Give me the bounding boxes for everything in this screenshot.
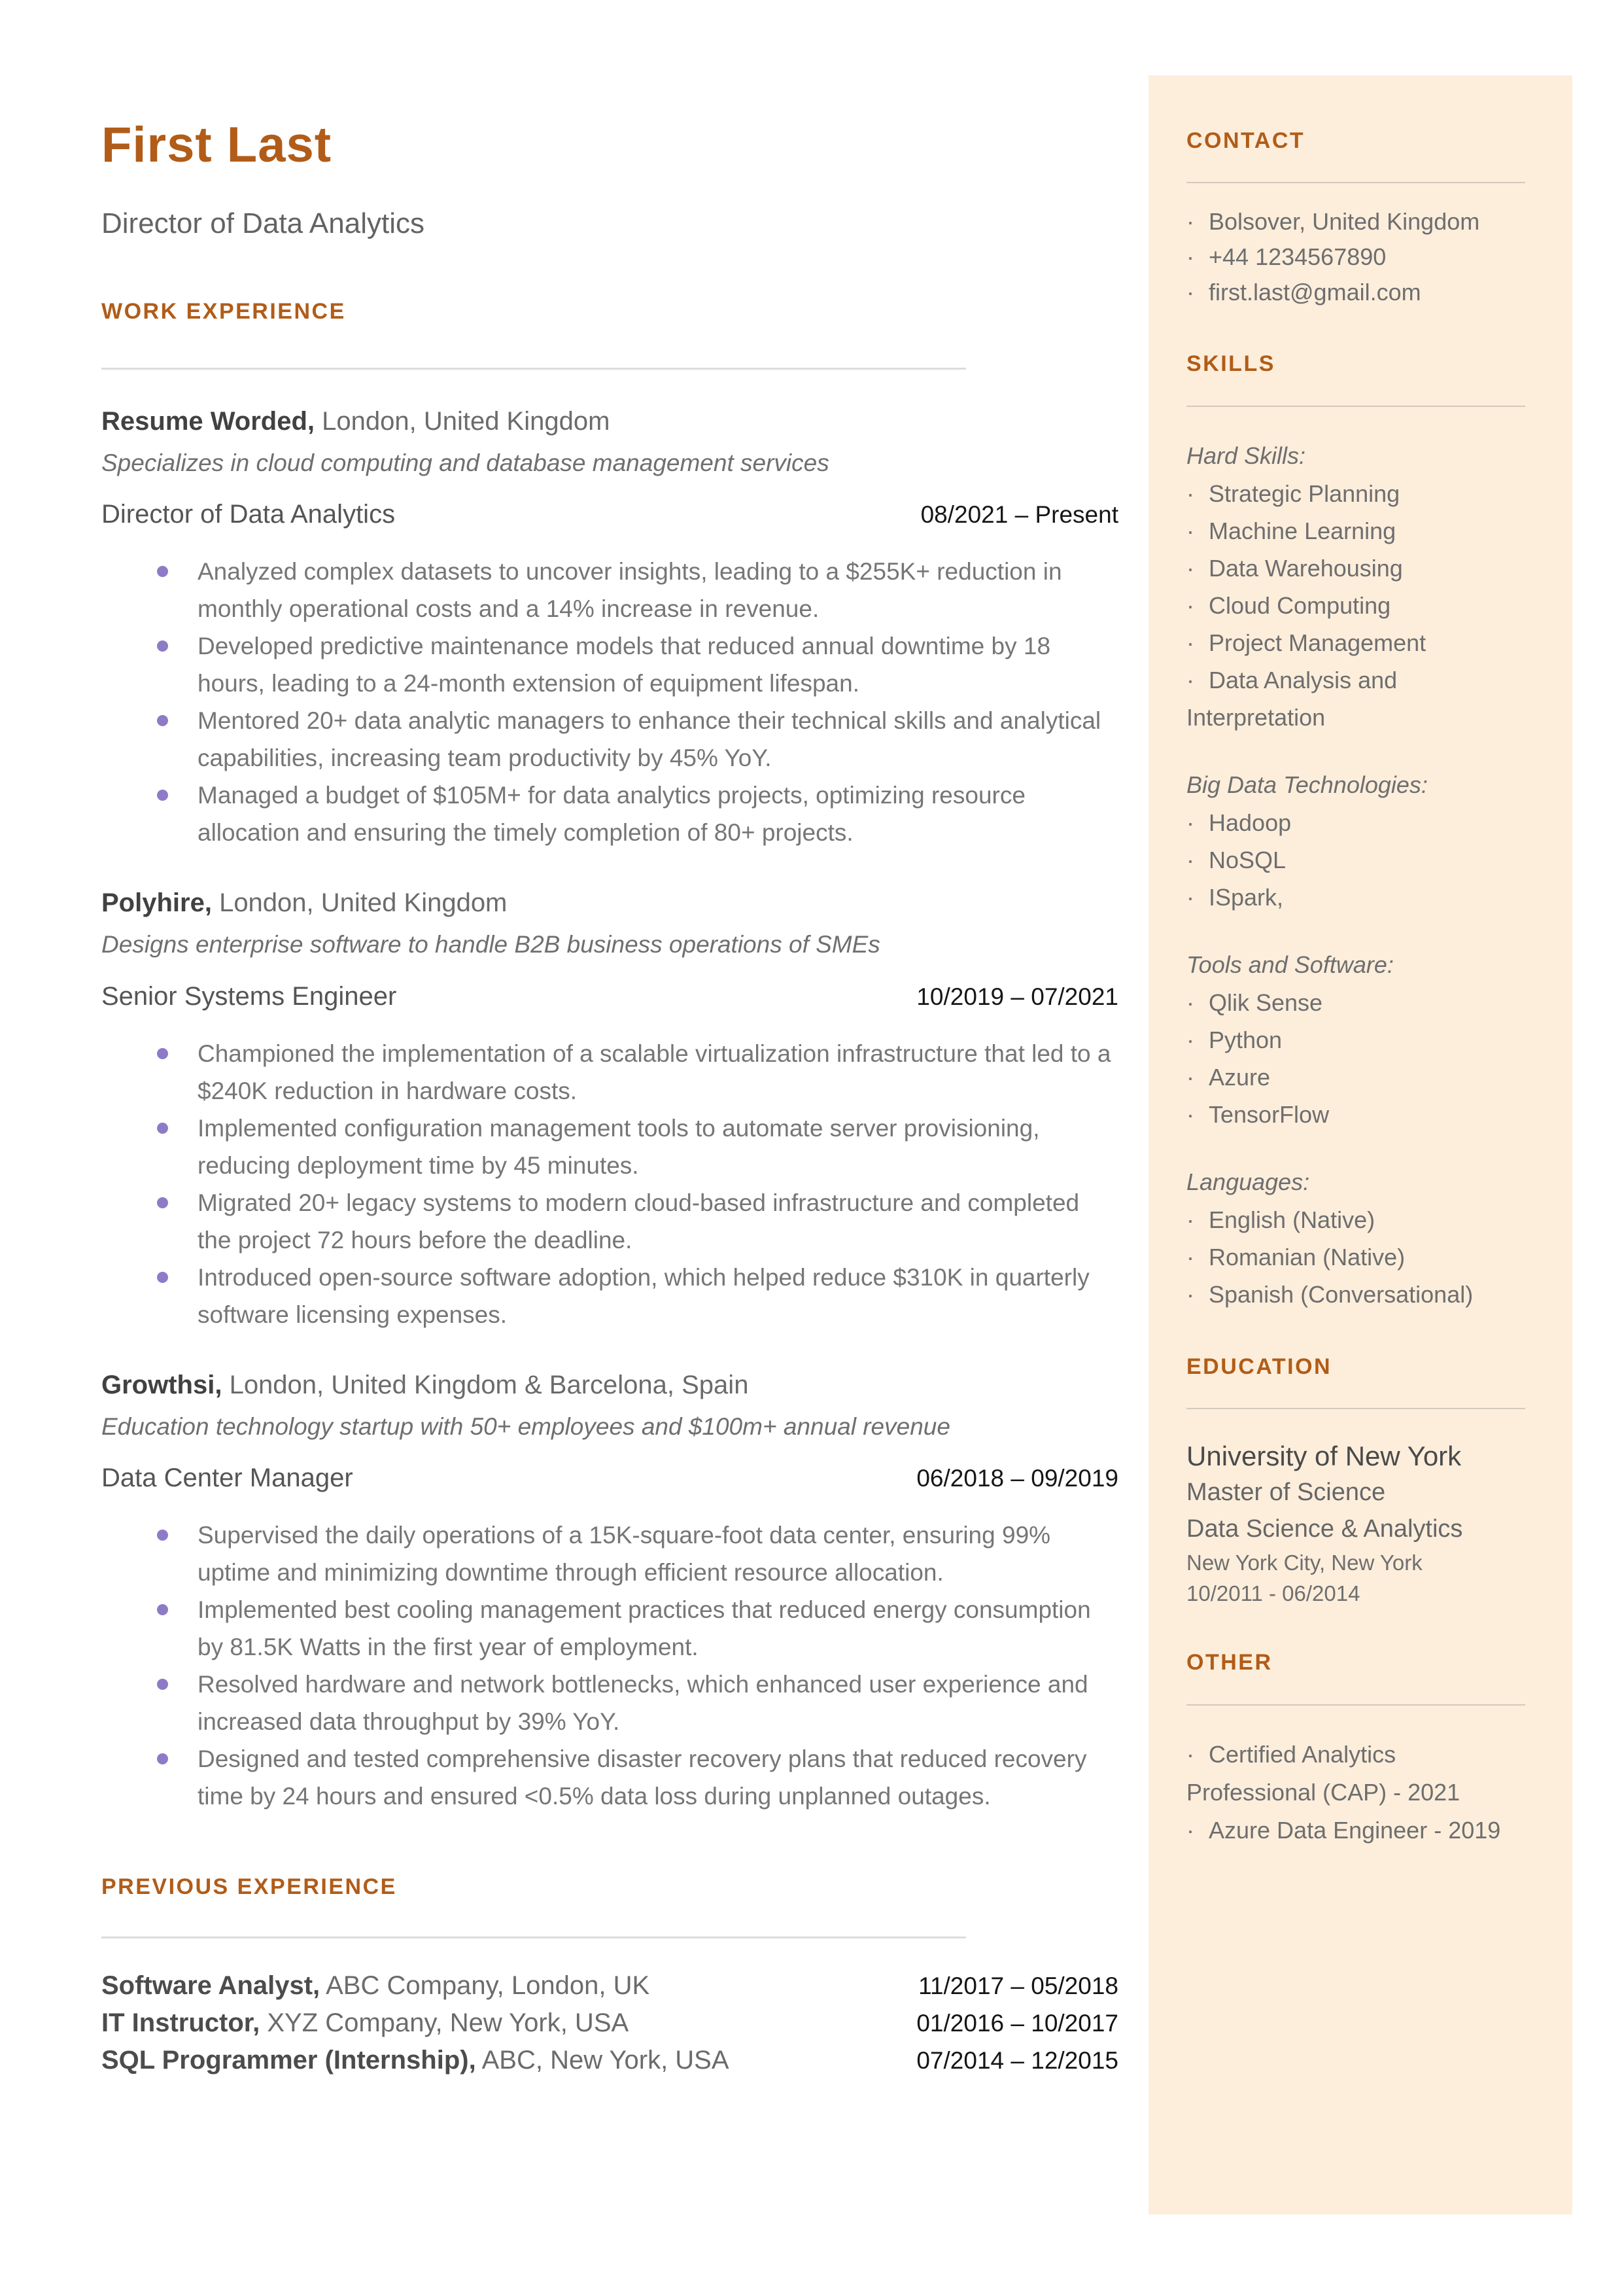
person-name: First Last bbox=[101, 117, 332, 173]
job-title-row bbox=[101, 1463, 1118, 1493]
sidebar-divider bbox=[1186, 1704, 1525, 1706]
skill-group-label: Big Data Technologies: bbox=[1186, 771, 1428, 798]
job-title-row bbox=[101, 981, 1118, 1011]
job-title: Director of Data Analytics bbox=[101, 500, 396, 529]
skill-group-tools bbox=[1186, 946, 1525, 1133]
language-item: · Romanian (Native) bbox=[1186, 1238, 1525, 1276]
person-job-title: Director of Data Analytics bbox=[101, 207, 424, 239]
education-field: Data Science & Analytics bbox=[1186, 1515, 1463, 1543]
company-location: London, United Kingdom bbox=[315, 406, 610, 436]
work-experience-heading: WORK EXPERIENCE bbox=[101, 299, 346, 324]
job-entry bbox=[101, 1370, 1118, 1815]
skill-item: · Machine Learning bbox=[1186, 512, 1525, 550]
skills-body bbox=[1186, 437, 1525, 1313]
job-bullet: Mentored 20+ data analytic managers to enhance their technical skills and analytical capabilities, increasing team productivity by 45% YoY. bbox=[198, 702, 1113, 777]
company-summary: Education technology startup with 50+ employees and $100m+ annual revenue bbox=[101, 1412, 950, 1440]
previous-job-row bbox=[101, 1972, 1118, 1999]
previous-job-dates: 07/2014 – 12/2015 bbox=[916, 2046, 1118, 2074]
job-bullet: Migrated 20+ legacy systems to modern cloud-based infrastructure and completed the project 72 hours before the deadline. bbox=[198, 1184, 1113, 1259]
company-name: Resume Worded, bbox=[101, 406, 315, 436]
previous-job-company: XYZ Company, New York, USA bbox=[260, 2008, 629, 2037]
education-heading: EDUCATION bbox=[1186, 1354, 1332, 1379]
job-title: Senior Systems Engineer bbox=[101, 981, 397, 1011]
education-degree: Master of Science bbox=[1186, 1479, 1386, 1507]
previous-job-role: SQL Programmer (Internship), bbox=[101, 2045, 476, 2075]
job-title: Data Center Manager bbox=[101, 1463, 353, 1493]
skill-item: · NoSQL bbox=[1186, 841, 1525, 879]
certification-item: · Certified Analytics Professional (CAP) - 2021 bbox=[1186, 1736, 1525, 1812]
company-location: London, United Kingdom bbox=[211, 888, 508, 918]
job-bullet: Resolved hardware and network bottlenecks, which enhanced user experience and increased data throughput by 39% YoY. bbox=[198, 1666, 1113, 1740]
contact-phone: · +44 1234567890 bbox=[1186, 239, 1525, 275]
skill-item: · Project Management bbox=[1186, 624, 1525, 661]
skill-item: · Qlik Sense bbox=[1186, 984, 1525, 1021]
skill-item: · Azure bbox=[1186, 1059, 1525, 1096]
job-entry bbox=[101, 406, 1118, 852]
education-dates: 10/2011 - 06/2014 bbox=[1186, 1581, 1360, 1606]
job-bullet: Implemented configuration management tools to automate server provisioning, reducing deployment time by 45 minutes. bbox=[198, 1110, 1113, 1184]
job-bullet-list bbox=[198, 553, 1113, 851]
previous-job-role: Software Analyst, bbox=[101, 1971, 320, 2000]
job-bullet: Championed the implementation of a scalable virtualization infrastructure that led to a $240K reduction in hardware costs. bbox=[198, 1035, 1113, 1110]
previous-job bbox=[101, 1972, 649, 1999]
job-dates: 06/2018 – 09/2019 bbox=[916, 1465, 1118, 1492]
company-name: Polyhire, bbox=[101, 888, 212, 918]
contact-email: · first.last@gmail.com bbox=[1186, 275, 1525, 310]
company-name: Growthsi, bbox=[101, 1370, 222, 1399]
company-summary: Designs enterprise software to handle B2B business operations of SMEs bbox=[101, 931, 880, 958]
sidebar-divider bbox=[1186, 1408, 1525, 1409]
skill-group-hard-skills bbox=[1186, 437, 1525, 736]
job-dates: 08/2021 – Present bbox=[920, 501, 1118, 529]
skills-heading: SKILLS bbox=[1186, 351, 1275, 377]
previous-job bbox=[101, 2047, 729, 2074]
company-line bbox=[101, 888, 1118, 918]
skill-item: · Strategic Planning bbox=[1186, 475, 1525, 512]
previous-experience-list bbox=[101, 1972, 1118, 2074]
main-column bbox=[101, 0, 1118, 2074]
job-bullet: Analyzed complex datasets to uncover insights, leading to a $255K+ reduction in monthly operational costs and a 14% increase in revenue. bbox=[198, 553, 1113, 627]
education-location: New York City, New York bbox=[1186, 1550, 1423, 1575]
language-item: · Spanish (Conversational) bbox=[1186, 1276, 1525, 1313]
skill-item: · ISpark, bbox=[1186, 879, 1525, 916]
education-entry bbox=[1186, 1438, 1525, 1609]
contact-heading: CONTACT bbox=[1186, 128, 1305, 153]
company-location: London, United Kingdom & Barcelona, Spain bbox=[222, 1370, 749, 1399]
contact-location: · Bolsover, United Kingdom bbox=[1186, 204, 1525, 239]
sidebar-divider bbox=[1186, 406, 1525, 407]
previous-job bbox=[101, 2010, 629, 2037]
skill-group-label: Tools and Software: bbox=[1186, 951, 1394, 978]
job-bullet: Designed and tested comprehensive disaster recovery plans that reduced recovery time by 24 hours and ensured <0.5% data loss during unplanned outages. bbox=[198, 1740, 1113, 1815]
previous-job-role: IT Instructor, bbox=[101, 2008, 260, 2037]
skill-group-label: Hard Skills: bbox=[1186, 442, 1306, 469]
skill-item: · Cloud Computing bbox=[1186, 587, 1525, 624]
previous-experience-heading: PREVIOUS EXPERIENCE bbox=[101, 1874, 397, 1900]
skill-item: · Data Analysis and Interpretation bbox=[1186, 661, 1525, 736]
skill-group-big-data bbox=[1186, 766, 1525, 916]
skill-group-label: Languages: bbox=[1186, 1168, 1310, 1195]
section-divider bbox=[101, 368, 966, 370]
job-bullet: Developed predictive maintenance models that reduced annual downtime by 18 hours, leading to a 24-month extension of equipment lifespan. bbox=[198, 627, 1113, 702]
job-entry bbox=[101, 888, 1118, 1333]
education-school: University of New York bbox=[1186, 1441, 1462, 1472]
previous-job-dates: 01/2016 – 10/2017 bbox=[916, 2009, 1118, 2037]
company-line bbox=[101, 1370, 1118, 1400]
company-line bbox=[101, 406, 1118, 436]
skill-item: · Python bbox=[1186, 1021, 1525, 1059]
certification-item: · Azure Data Engineer - 2019 bbox=[1186, 1812, 1525, 1849]
other-list bbox=[1186, 1736, 1525, 1849]
job-bullet: Managed a budget of $105M+ for data analytics projects, optimizing resource allocation and ensuring the timely completion of 80+ projects. bbox=[198, 777, 1113, 851]
sidebar bbox=[1149, 75, 1572, 2215]
sidebar-divider bbox=[1186, 182, 1525, 183]
job-bullet-list bbox=[198, 1035, 1113, 1333]
previous-job-company: ABC, New York, USA bbox=[475, 2045, 729, 2075]
job-bullet: Implemented best cooling management practices that reduced energy consumption by 81.5K Watts in the first year of employment. bbox=[198, 1591, 1113, 1666]
skill-item: · Data Warehousing bbox=[1186, 550, 1525, 587]
job-bullet: Supervised the daily operations of a 15K-square-foot data center, ensuring 99% uptime and minimizing downtime through efficient resource allocation. bbox=[198, 1516, 1113, 1591]
job-bullet-list bbox=[198, 1516, 1113, 1815]
previous-job-row bbox=[101, 2010, 1118, 2037]
job-title-row bbox=[101, 499, 1118, 529]
job-bullet: Introduced open-source software adoption, which helped reduce $310K in quarterly software licensing expenses. bbox=[198, 1259, 1113, 1333]
section-divider bbox=[101, 1936, 966, 1938]
company-summary: Specializes in cloud computing and database management services bbox=[101, 449, 829, 476]
job-dates: 10/2019 – 07/2021 bbox=[916, 983, 1118, 1010]
language-item: · English (Native) bbox=[1186, 1201, 1525, 1238]
skill-group-languages bbox=[1186, 1163, 1525, 1313]
skill-item: · Hadoop bbox=[1186, 804, 1525, 841]
skill-item: · TensorFlow bbox=[1186, 1096, 1525, 1133]
previous-job-company: ABC Company, London, UK bbox=[320, 1971, 650, 2000]
contact-list bbox=[1186, 204, 1525, 310]
previous-job-row bbox=[101, 2047, 1118, 2074]
previous-job-dates: 11/2017 – 05/2018 bbox=[918, 1972, 1118, 1999]
other-heading: OTHER bbox=[1186, 1650, 1273, 1675]
